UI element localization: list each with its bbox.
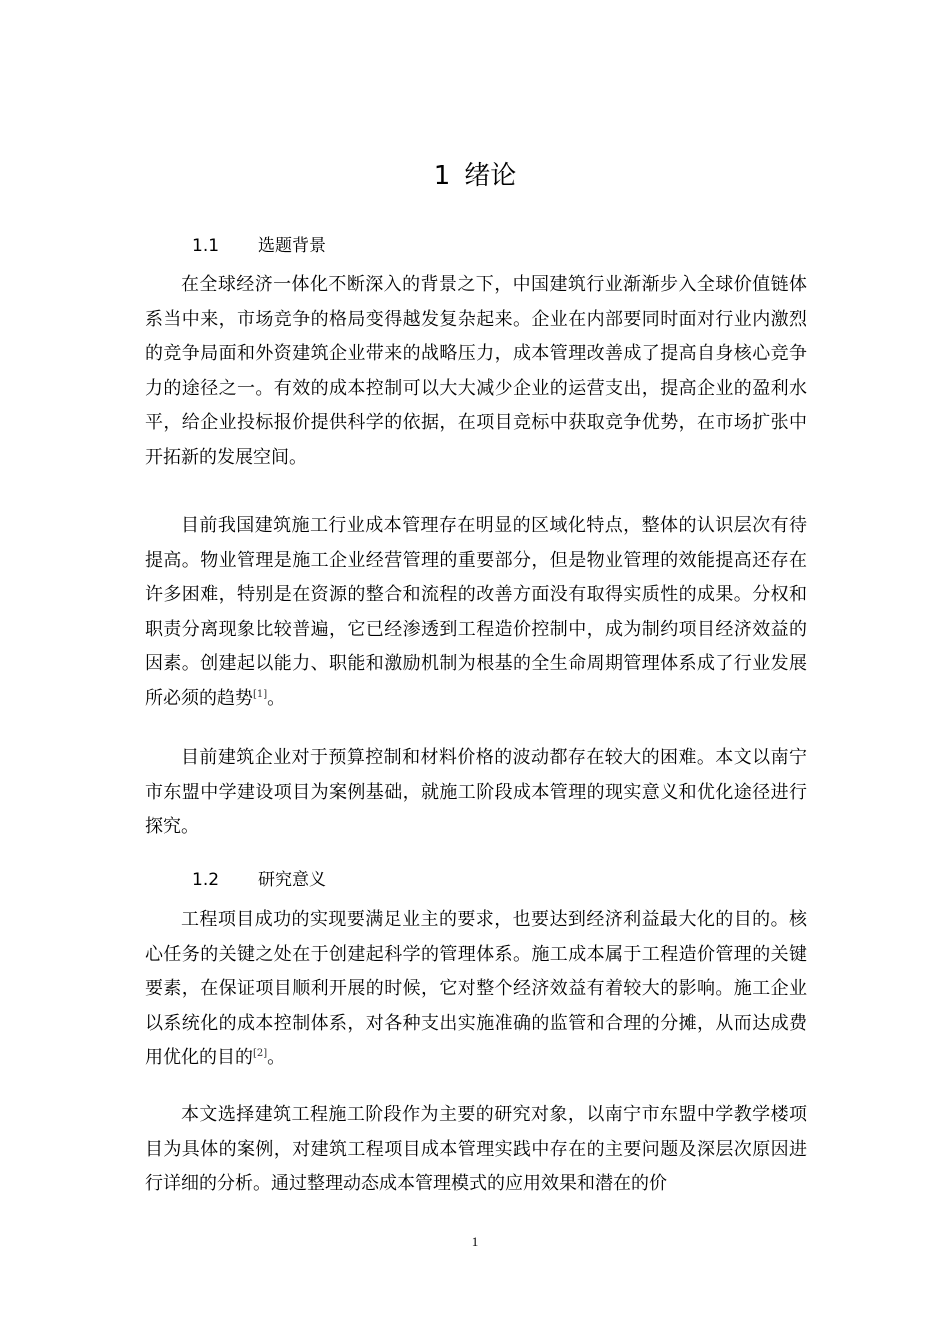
paragraph-end: 。 [267,1047,286,1068]
section-title: 研究意义 [258,870,326,890]
paragraph-text: 在全球经济一体化不断深入的背景之下，中国建筑行业渐渐步入全球价值链体系当中来，市场竞争的格局变得越发复杂起来。企业在内部要同时面对行业内激烈的竞争局面和外资建筑企业带来的战略压力，成本管理改善成了提高自身核心竞争力的途径之一。有效的成本控制可以大大减少企业的运营支出，提高企业的盈利水平，给企业投标报价提供科学的依据，在项目竞标中获取竞争优势，在市场扩张中开拓新的发展空间。 [145,274,807,468]
chapter-title-text: 绪论 [464,161,517,191]
paragraph-text: 本文选择建筑工程施工阶段作为主要的研究对象，以南宁市东盟中学教学楼项目为具体的案例，对建筑工程项目成本管理实践中存在的主要问题及深层次原因进行详细的分析。通过整理动态成本管理模式的应用效果和潜在的价 [145,1104,807,1194]
paragraph-end: 。 [267,687,286,709]
section-heading-1-2 [192,868,326,892]
paragraph [145,903,807,1076]
paragraph-text: 工程项目成功的实现要满足业主的要求，也要达到经济利益最大化的目的。核心任务的关键之处在于创建起科学的管理体系。施工成本属于工程造价管理的关键要素，在保证项目顺利开展的时候，它对整个经济效益有着较大的影响。施工企业以系统化的成本控制体系，对各种支出实施准确的监管和合理的分摊，从而达成费用优化的目的 [145,909,807,1068]
page-number: 1 [471,1234,479,1249]
paragraph [145,1098,807,1202]
paragraph [145,268,807,475]
section-number: 1.2 [192,870,220,890]
section-title: 选题背景 [258,236,326,256]
paragraph [145,509,807,716]
paragraph [145,741,807,845]
section-heading-1-1 [192,234,326,258]
citation: [1] [253,688,268,700]
chapter-number: 1 [433,161,451,191]
paragraph-text: 目前我国建筑施工行业成本管理存在明显的区域化特点，整体的认识层次有待提高。物业管理是施工企业经营管理的重要部分，但是物业管理的效能提高还存在许多困难，特别是在资源的整合和流程的改善方面没有取得实质性的成果。分权和职责分离现象比较普遍，它已经渗透到工程造价控制中，成为制约项目经济效益的因素。创建起以能力、职能和激励机制为根基的全生命周期管理体系成了行业发展所必须的趋势 [145,515,807,709]
section-number: 1.1 [192,236,220,256]
chapter-title [0,158,950,194]
citation: [2] [253,1048,268,1059]
paragraph-text: 目前建筑企业对于预算控制和材料价格的波动都存在较大的困难。本文以南宁市东盟中学建设项目为案例基础，就施工阶段成本管理的现实意义和优化途径进行探究。 [145,747,807,837]
